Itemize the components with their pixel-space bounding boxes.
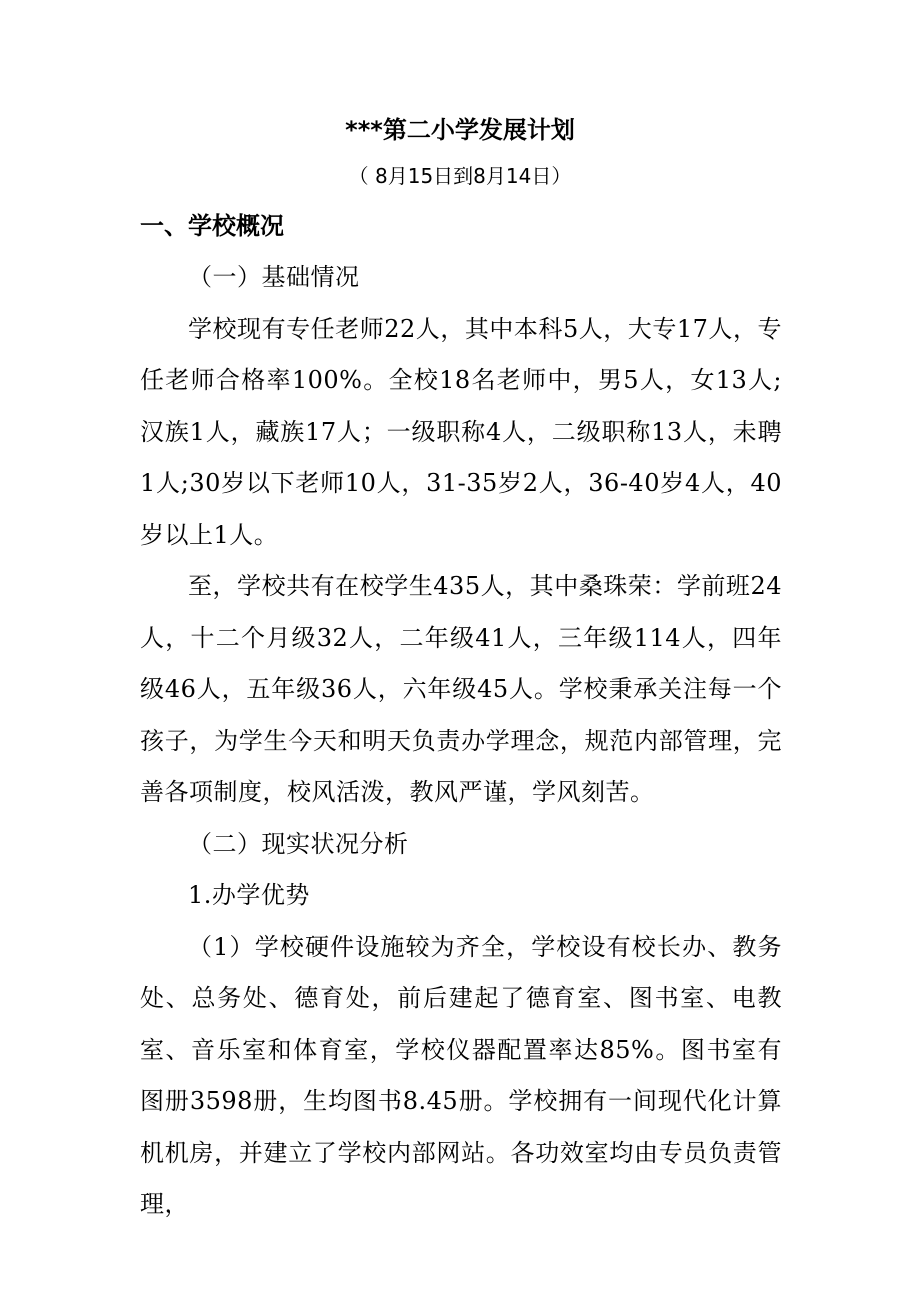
paragraph-students: 至，学校共有在校学生435人，其中桑珠荣：学前班24人，十二个月级32人，二年级41人，三年级114人，四年级46人，五年级36人，六年级45人。学校秉承关注每一个孩子，为学生今天和明天负责办学理念，规范内部管理，完善各项制度，校风活泼，教风严谨，学风刻苦。 [140, 572, 782, 806]
paragraph-teachers: 学校现有专任老师22人，其中本科5人，大专17人，专任老师合格率100%。全校18名老师中，男5人，女13人;汉族1人，藏族17人；一级职称4人，二级职称13人，未聘1人;30岁以下老师10人，31-35岁2人，36-40岁4人，40岁以上1人。 [140, 314, 782, 549]
subsection-heading-situation-analysis: （二）现实状况分析 [188, 829, 409, 858]
document-title: ***第二小学发展计划 [345, 116, 575, 144]
paragraph-advantage-1: （1）学校硬件设施较为齐全，学校设有校长办、教务处、总务处、德育处，前后建起了德育室、图书室、电教室、音乐室和体育室，学校仪器配置率达85%。图书室有图册3598册，生均图书8.45册。学校拥有一间现代化计算机机房，并建立了学校内部网站。各功效室均由专员负责管理， [140, 932, 782, 1218]
date-range: （ 8月15日到8月14日） [348, 164, 572, 188]
item-heading-advantages: 1.办学优势 [188, 881, 310, 909]
section-heading-school-overview: 一、学校概况 [140, 212, 284, 240]
document-body [140, 252, 782, 1231]
subsection-heading-basic-info: （一）基础情况 [188, 263, 360, 291]
